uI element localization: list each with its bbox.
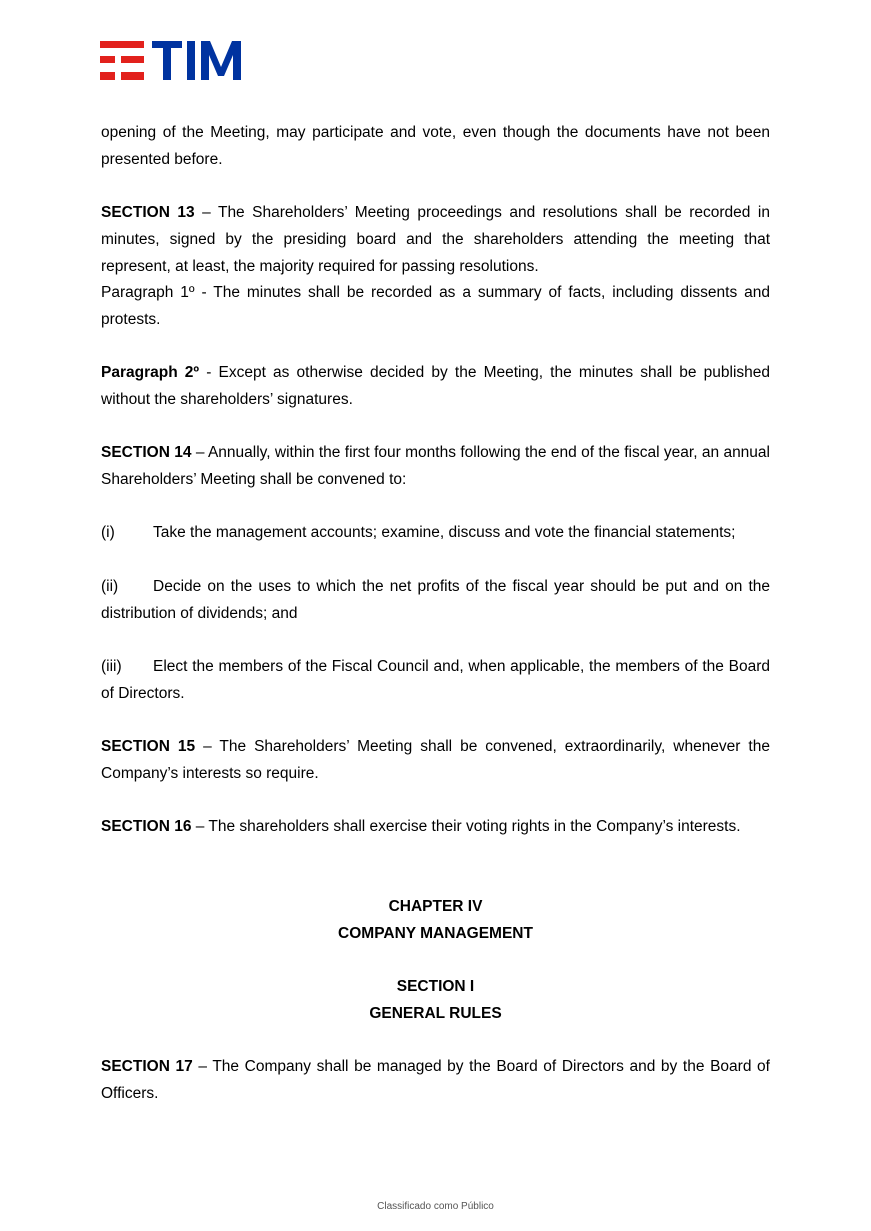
classification-footer: Classificado como Público [377, 1201, 494, 1212]
body-text [101, 120, 770, 1108]
section-13-label: SECTION 13 [101, 204, 195, 222]
chapter-heading: CHAPTER IV [388, 898, 483, 916]
section-13-paragraph-2 [101, 360, 770, 413]
section-14 [101, 440, 770, 493]
tim-logo-image [100, 41, 242, 81]
list-item-ii-number: (ii) [101, 577, 119, 595]
list-item-iii-number: (iii) [101, 657, 122, 675]
section-16-text: – The shareholders shall exercise their voting rights in the Company’s interests. [191, 818, 741, 836]
section-17 [101, 1054, 770, 1107]
paragraph-continuation: opening of the Meeting, may participate and vote, even though the documents have not been presented before. [101, 124, 770, 168]
section-17-label: SECTION 17 [101, 1058, 193, 1076]
section-13 [101, 200, 770, 280]
list-item-ii-text: Decide on the uses to which the net profits of the fiscal year should be put and on the distribution of dividends; and [101, 577, 770, 622]
section-15-text: – The Shareholders’ Meeting shall be convened, extraordinarily, whenever the Company’s interests so require. [101, 738, 770, 782]
section-16 [101, 814, 770, 841]
section-17-text: – The Company shall be managed by the Board of Directors and by the Board of Officers. [101, 1058, 770, 1103]
section-title: GENERAL RULES [369, 1005, 502, 1023]
list-item-i-number: (i) [101, 524, 115, 542]
list-item-i-text: Take the management accounts; examine, discuss and vote the financial statements; [153, 524, 736, 542]
section-13-text: – The Shareholders’ Meeting proceedings and resolutions shall be recorded in minutes, signed by the presiding board and the shareholders attending the meeting that represent, at least, the majority required for passing resolutions. [101, 204, 770, 275]
section-16-label: SECTION 16 [101, 818, 192, 836]
tim-logo [100, 41, 242, 81]
list-item-iii [101, 654, 770, 707]
section-14-text: – Annually, within the first four months following the end of the fiscal year, an annual Shareholders’ Meeting shall be convened to: [101, 444, 770, 489]
list-item-ii [101, 574, 770, 627]
section-heading: SECTION I [396, 978, 475, 996]
list-item-iii-text: Elect the members of the Fiscal Council and, when applicable, the members of the Board of Directors. [101, 657, 770, 702]
section-15-label: SECTION 15 [101, 738, 196, 756]
paragraph-2-text: - Except as otherwise decided by the Meeting, the minutes shall be published without the shareholders’ signatures. [101, 364, 770, 408]
section-15 [101, 734, 770, 787]
section-13-paragraph-1: Paragraph 1º - The minutes shall be recorded as a summary of facts, including dissents and protests. [101, 284, 770, 328]
list-item-i [101, 520, 770, 547]
chapter-title: COMPANY MANAGEMENT [338, 924, 533, 942]
paragraph-2-label: Paragraph 2º [101, 364, 200, 382]
section-14-label: SECTION 14 [101, 444, 192, 462]
